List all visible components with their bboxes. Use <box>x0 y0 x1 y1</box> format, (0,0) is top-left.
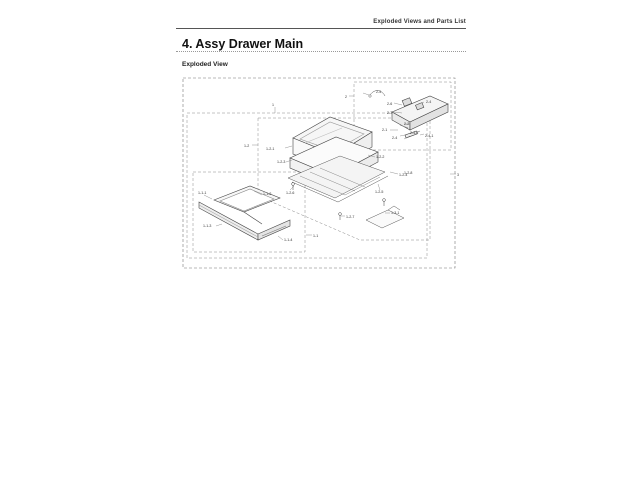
callout-2-3: 2-3 <box>387 111 393 115</box>
callout-2-2: 2-2 <box>404 122 410 126</box>
callout-2-6: 2-6 <box>387 102 393 106</box>
callout-1-3-1: 1-3-1 <box>391 211 400 215</box>
callout-2-4-bottom: 2-4 <box>392 136 398 140</box>
callout-2-5: 2-5 <box>376 90 382 94</box>
callout-3: 3 <box>457 173 459 177</box>
callout-1-1: 1-1 <box>313 234 319 238</box>
callout-2-4-1: 2-4-1 <box>425 134 434 138</box>
control-board <box>392 96 448 138</box>
callout-1-2-4: 1-2-4 <box>399 173 408 177</box>
callout-1-2-3: 1-2-3 <box>277 160 286 164</box>
cover-plate <box>366 206 404 228</box>
callout-1-1-1: 1-1-1 <box>198 191 207 195</box>
callout-1-1-4: 1-1-4 <box>284 238 293 242</box>
callout-2-4-2: 2-4-2 <box>410 131 419 135</box>
callout-2: 2 <box>345 95 347 99</box>
callout-1-1-3: 1-1-3 <box>203 224 212 228</box>
running-header: Exploded Views and Parts List <box>373 19 466 25</box>
callout-2-1: 2-1 <box>382 128 388 132</box>
callout-1-2-8: 1-2-8 <box>404 171 413 175</box>
callout-1-2-1: 1-2-1 <box>266 147 275 151</box>
callout-1-2-6: 1-2-6 <box>286 191 295 195</box>
callout-1-1-2: 1-1-2 <box>263 192 272 196</box>
section-title: 4. Assy Drawer Main <box>182 37 304 51</box>
callout-1-2: 1-2 <box>244 144 250 148</box>
callout-1-2-7: 1-2-7 <box>346 215 355 219</box>
callout-2-4-top: 2-4 <box>426 100 432 104</box>
exploded-view-heading: Exploded View <box>182 61 228 68</box>
callout-1-2-5: 1-2-5 <box>375 190 384 194</box>
callout-1: 1 <box>272 103 274 107</box>
callout-1-2-2: 1-2-2 <box>376 155 385 159</box>
